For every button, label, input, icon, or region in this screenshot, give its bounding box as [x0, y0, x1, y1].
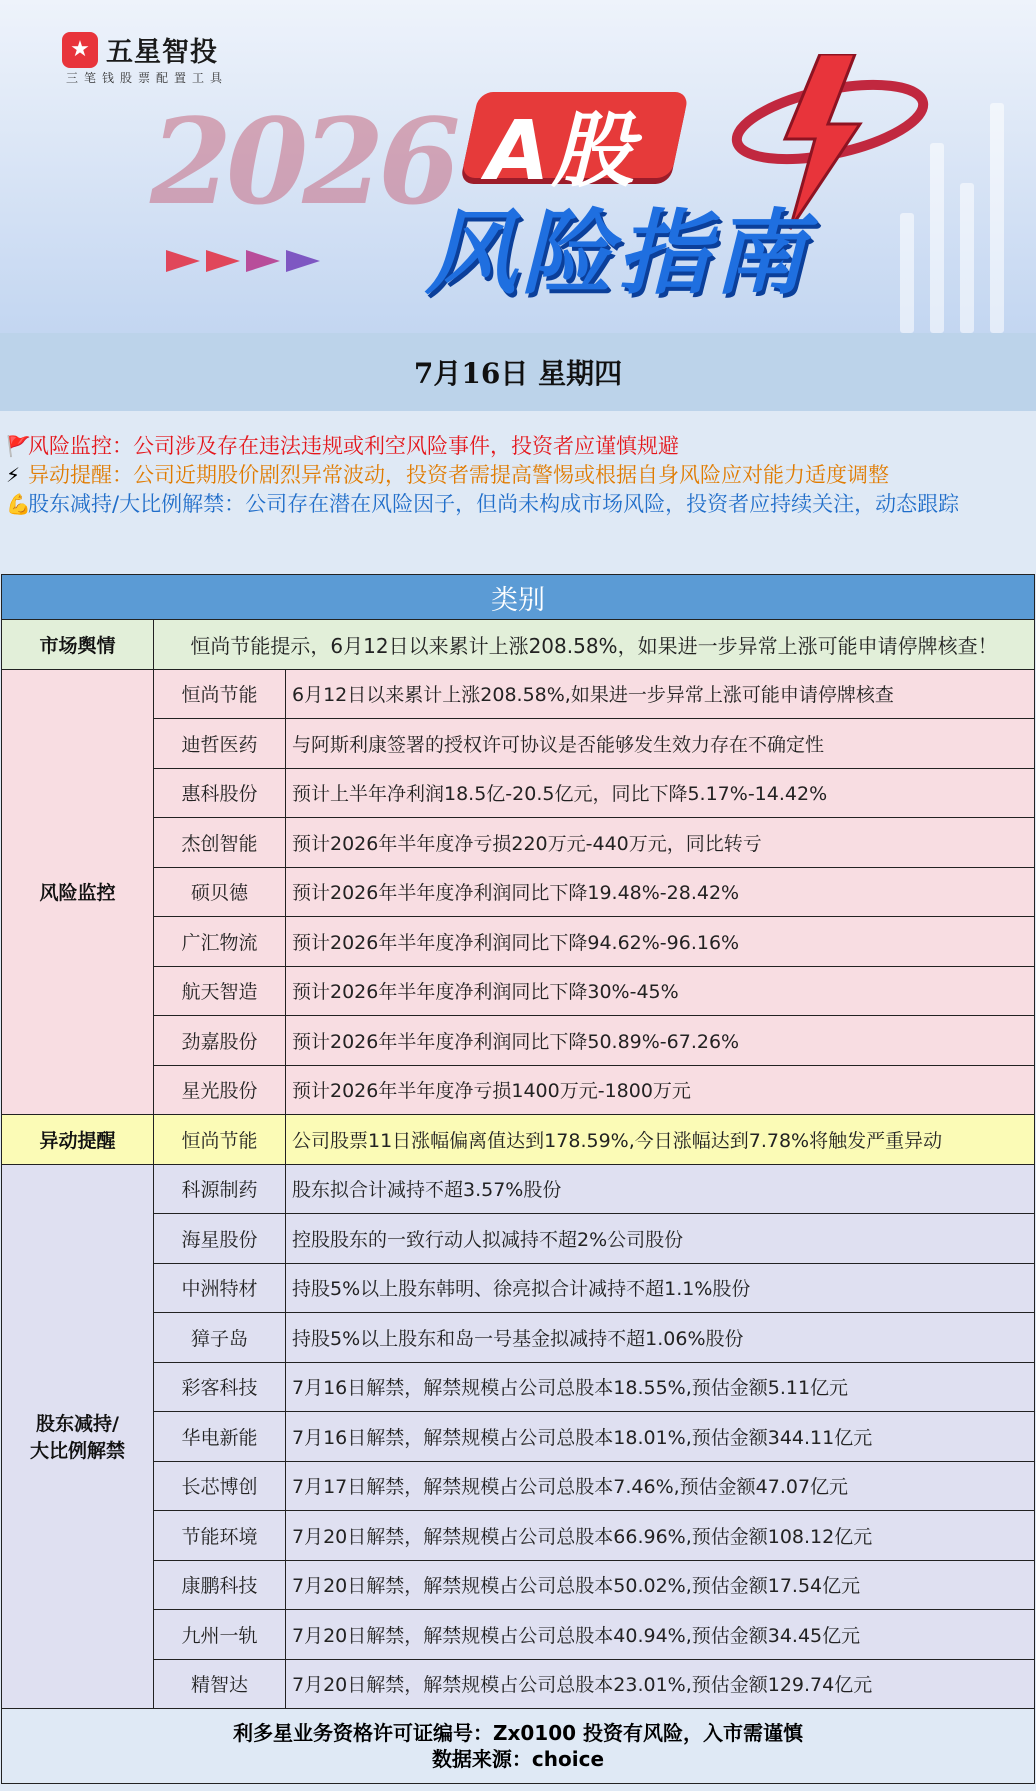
stock-desc: 7月16日解禁，解禁规模占公司总股本18.55%,预估金额5.11亿元 [286, 1362, 1035, 1412]
stock-name: 劲嘉股份 [154, 1016, 286, 1066]
stock-name: 杰创智能 [154, 818, 286, 868]
table-row [2, 1115, 1035, 1165]
stock-name: 獐子岛 [154, 1313, 286, 1363]
table-row [2, 1016, 1035, 1066]
a-share-badge: A股 [486, 104, 636, 199]
stock-name: 康鹏科技 [154, 1560, 286, 1610]
decor-stripe [930, 143, 944, 333]
stock-name: 惠科股份 [154, 768, 286, 818]
table-row [2, 917, 1035, 967]
license-text: 利多星业务资格许可证编号：Zx0100 投资有风险，入市需谨慎 [232, 1721, 804, 1745]
category-alert: 异动提醒 [2, 1115, 154, 1165]
stock-desc: 6月12日以来累计上涨208.58%,如果进一步异常上涨可能申请停牌核查 [286, 669, 1035, 719]
stock-desc: 股东拟合计减持不超3.57%股份 [286, 1164, 1035, 1214]
brand-logo [62, 30, 218, 69]
stock-name: 长芯博创 [154, 1461, 286, 1511]
category-risk: 风险监控 [2, 669, 154, 1115]
table-row [2, 1362, 1035, 1412]
category-market: 市场舆情 [2, 620, 154, 670]
brand-name: 五星智投 [106, 37, 218, 68]
stock-desc: 7月20日解禁，解禁规模占公司总股本50.02%,预估金额17.54亿元 [286, 1560, 1035, 1610]
stock-desc: 公司股票11日涨幅偏离值达到178.59%,今日涨幅达到7.78%将触发严重异动 [286, 1115, 1035, 1165]
table-row [2, 1560, 1035, 1610]
stock-name: 恒尚节能 [154, 669, 286, 719]
table-row [2, 669, 1035, 719]
stock-desc: 7月20日解禁，解禁规模占公司总股本66.96%,预估金额108.12亿元 [286, 1511, 1035, 1561]
legend-holders [6, 490, 1030, 519]
footer-cell [2, 1709, 1035, 1784]
stock-name: 硕贝德 [154, 867, 286, 917]
banner [0, 0, 1036, 333]
legend-risk-label: 风险监控 [28, 434, 112, 458]
table-row [2, 867, 1035, 917]
decor-stripe [960, 183, 974, 333]
stock-desc: 预计2026年半年度净亏损1400万元-1800万元 [286, 1065, 1035, 1115]
table-row [2, 1659, 1035, 1709]
brand-tagline: 三笔钱股票配置工具 [66, 71, 229, 85]
table-row [2, 719, 1035, 769]
stock-desc: 持股5%以上股东和岛一号基金拟减持不超1.06%股份 [286, 1313, 1035, 1363]
data-source-text: 数据来源：choice [431, 1747, 605, 1771]
decor-stripe [990, 103, 1004, 333]
legend-alert [6, 461, 1030, 490]
lightning-icon: ⚡ [6, 463, 21, 487]
market-text: 恒尚节能提示，6月12日以来累计上涨208.58%，如果进一步异常上涨可能申请停牌核查！ [154, 620, 1035, 670]
table-row [2, 768, 1035, 818]
date-text: 7月16日 星期四 [413, 357, 623, 390]
stock-name: 星光股份 [154, 1065, 286, 1115]
arrows-decor [166, 250, 326, 272]
legend-alert-text: ：公司近期股价剧烈异常波动，投资者需提高警惕或根据自身风险应对能力适度调整 [112, 463, 889, 487]
table-row-market [2, 620, 1035, 670]
legend-holders-label: 股东减持/大比例解禁 [28, 492, 225, 516]
table-row [2, 966, 1035, 1016]
category-holders-line1: 股东减持/ [36, 1413, 119, 1436]
stock-desc: 预计2026年半年度净利润同比下降50.89%-67.26% [286, 1016, 1035, 1066]
stock-desc: 预计2026年半年度净亏损220万元-440万元，同比转亏 [286, 818, 1035, 868]
legend-risk-text: ：公司涉及存在违法违规或利空风险事件，投资者应谨慎规避 [112, 434, 679, 458]
arrow-icon [166, 250, 200, 272]
stock-name: 恒尚节能 [154, 1115, 286, 1165]
banner-title: 风险指南 [425, 200, 810, 307]
table-row [2, 818, 1035, 868]
legend-alert-label: 异动提醒 [28, 463, 112, 487]
stock-desc: 7月17日解禁，解禁规模占公司总股本7.46%,预估金额47.07亿元 [286, 1461, 1035, 1511]
stock-desc: 与阿斯利康签署的授权许可协议是否能够发生效力存在不确定性 [286, 719, 1035, 769]
table-row [2, 1164, 1035, 1214]
table-row [2, 1263, 1035, 1313]
category-holders [2, 1164, 154, 1709]
table-row [2, 1214, 1035, 1264]
stock-name: 节能环境 [154, 1511, 286, 1561]
year-art: 2026 [150, 92, 455, 231]
stock-desc: 持股5%以上股东韩明、徐亮拟合计减持不超1.1%股份 [286, 1263, 1035, 1313]
table-row [2, 1412, 1035, 1462]
stock-desc: 7月16日解禁，解禁规模占公司总股本18.01%,预估金额344.11亿元 [286, 1412, 1035, 1462]
stock-desc: 预计2026年半年度净利润同比下降30%-45% [286, 966, 1035, 1016]
stock-desc: 7月20日解禁，解禁规模占公司总股本23.01%,预估金额129.74亿元 [286, 1659, 1035, 1709]
date-bar [0, 333, 1036, 411]
table-footer [2, 1709, 1035, 1784]
stock-name: 航天智造 [154, 966, 286, 1016]
stock-desc: 预计2026年半年度净利润同比下降94.62%-96.16% [286, 917, 1035, 967]
legend-risk [6, 432, 1030, 461]
legend-holders-text: ：公司存在潜在风险因子，但尚未构成市场风险，投资者应持续关注，动态跟踪 [224, 492, 960, 516]
stock-desc: 预计上半年净利润18.5亿-20.5亿元，同比下降5.17%-14.42% [286, 768, 1035, 818]
flag-icon: 🚩 [6, 434, 31, 458]
stock-desc: 预计2026年半年度净利润同比下降19.48%-28.42% [286, 867, 1035, 917]
table-row [2, 1461, 1035, 1511]
stock-name: 广汇物流 [154, 917, 286, 967]
stock-name: 精智达 [154, 1659, 286, 1709]
table-header: 类别 [2, 575, 1035, 620]
stock-name: 九州一轨 [154, 1610, 286, 1660]
table-row [2, 1511, 1035, 1561]
stock-name: 华电新能 [154, 1412, 286, 1462]
stock-desc: 7月20日解禁，解禁规模占公司总股本40.94%,预估金额34.45亿元 [286, 1610, 1035, 1660]
arrow-icon [286, 250, 320, 272]
legend [6, 432, 1030, 519]
stock-name: 科源制药 [154, 1164, 286, 1214]
stock-name: 迪哲医药 [154, 719, 286, 769]
table-row [2, 1313, 1035, 1363]
stock-name: 中洲特材 [154, 1263, 286, 1313]
stock-name: 彩客科技 [154, 1362, 286, 1412]
arrow-icon [206, 250, 240, 272]
stock-desc: 控股股东的一致行动人拟减持不超2%公司股份 [286, 1214, 1035, 1264]
table-row [2, 1065, 1035, 1115]
stock-name: 海星股份 [154, 1214, 286, 1264]
risk-table [1, 574, 1035, 1784]
category-holders-line2: 大比例解禁 [29, 1440, 125, 1463]
arrow-icon [246, 250, 280, 272]
star-icon: ★ [62, 32, 98, 68]
table-row [2, 1610, 1035, 1660]
arm-icon: 💪 [6, 492, 31, 516]
